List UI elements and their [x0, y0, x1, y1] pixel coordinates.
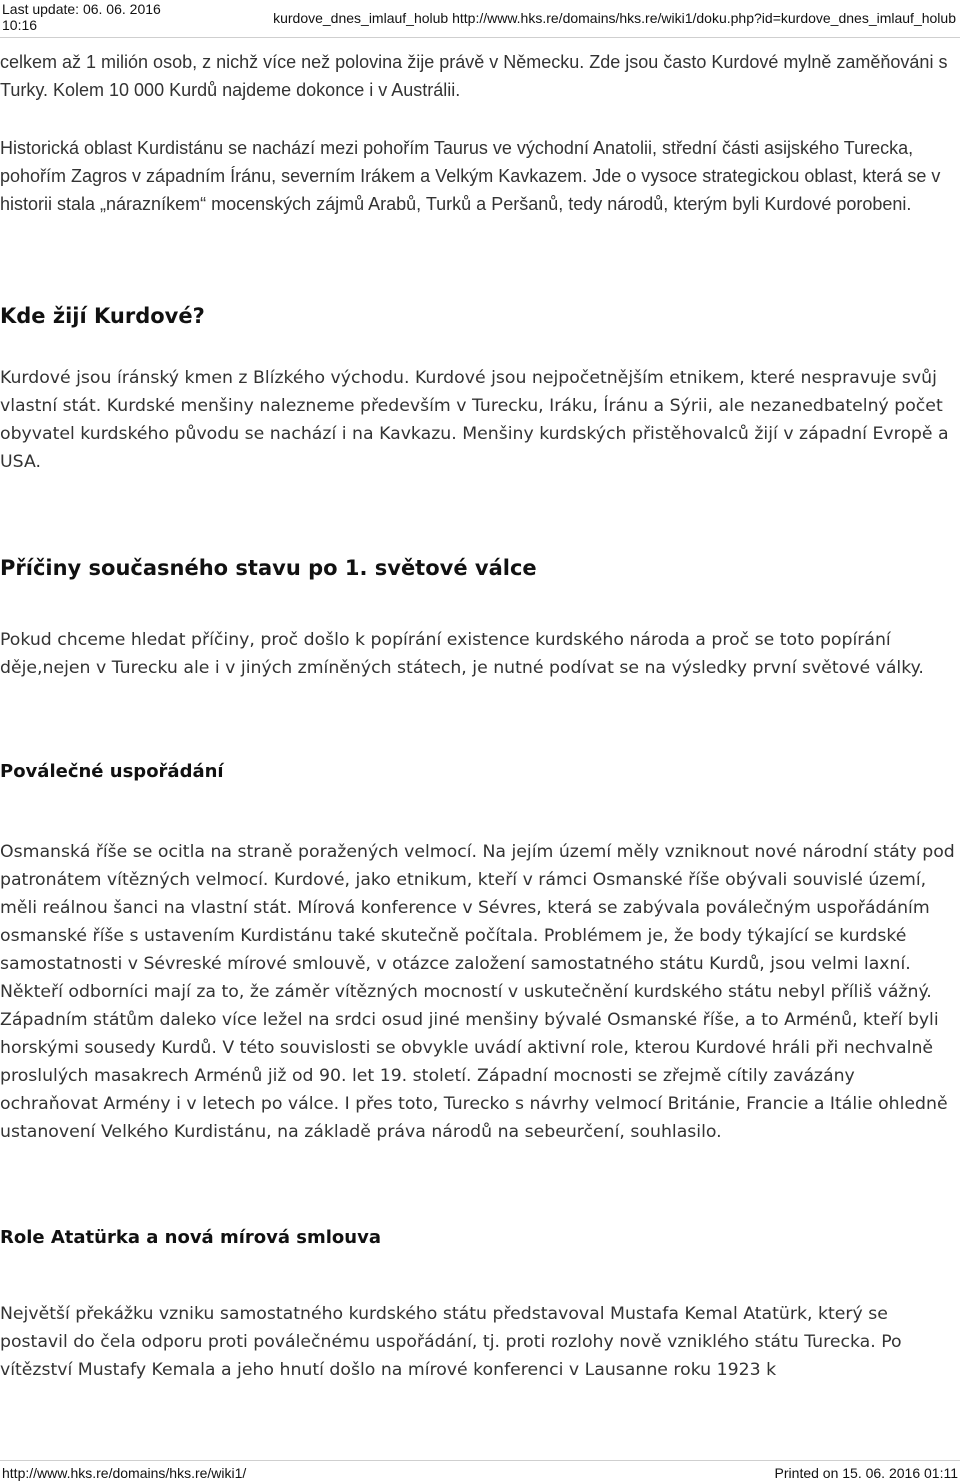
intro-paragraph-1: celkem až 1 milión osob, z nichž více než polovina žije právě v Německu. Zde jsou často Kurdové mylně zaměňováni s Turky. Kolem 10 000 Kurdů najdeme dokonce i v Austrálii.	[0, 52, 948, 100]
heading-role-ataturka: Role Atatürka a nová mírová smlouva	[0, 1227, 381, 1248]
page-footer	[0, 1460, 960, 1483]
page-header	[0, 0, 960, 38]
heading-povalecne-usporadani: Poválečné uspořádání	[0, 761, 224, 782]
last-update-label: Last update: 06. 06. 2016 10:16	[2, 1, 161, 33]
intro-paragraph-2: Historická oblast Kurdistánu se nachází mezi pohořím Taurus ve východní Anatolii, střední části asijského Turecka, pohořím Zagros v západním Íránu, severním Irákem a Velkým Kavkazem. Jde o vysoce strategickou oblast, která se v historii stala „nárazníkem“ mocenských zájmů Arabů, Turků a Peršanů, tedy národů, kterým byli Kurdové porobeni.	[0, 138, 941, 214]
header-divider	[0, 37, 960, 38]
printed-on-label: Printed on 15. 06. 2016 01:11	[774, 1465, 958, 1481]
page-id-url[interactable]: kurdove_dnes_imlauf_holub http://www.hks.re/domains/hks.re/wiki1/doku.php?id=kurdove_dnes_imlauf_holub	[273, 10, 956, 26]
paragraph-povalecne: Osmanská říše se ocitla na straně poražených velmocí. Na jejím území měly vzniknout nové národní státy pod patronátem vítězných velmocí. Kurdové, jako etnikum, kteří v rámci Osmanské říše obývali souvislé území, měli reálnou šanci na vlastní stát. Mírová konference v Sévres, která se zabývala poválečným uspořádáním osmanské říše s ustavením Kurdistánu také skutečně počítala. Problémem je, že body týkající se kurdské samostatnosti v Sévreské mírové smlouvě, v otázce založení samostatného státu Kurdů, jsou velmi laxní. Někteří odborníci mají za to, že záměr vítězných mocností v uskutečnění kurdského státu nebyl příliš vážný. Západním státům daleko více ležel na srdci osud jiné menšiny bývalé Osmanské říše, a to Arménů, kteří byli horskými sousedy Kurdů. V této souvislosti se obvykle uvádí aktivní role, kterou Kurdové hráli při nechvalně proslulých masakrech Arménů již od 90. let 19. století. Západní mocnosti se zřejmě cítily zavázány ochraňovat Armény i v letech po válce. I přes toto, Turecko s návrhy velmocí Británie, Francie a Itálie ohledně ustanovení Velkého Kurdistánu, na základě práva národů na sebeurčení, souhlasilo.	[0, 842, 955, 1142]
heading-priciny: Příčiny současného stavu po 1. světové válce	[0, 556, 537, 580]
footer-divider	[0, 1460, 960, 1461]
paragraph-kde-ziji: Kurdové jsou íránský kmen z Blízkého východu. Kurdové jsou nejpočetnějším etnikem, které nespravuje svůj vlastní stát. Kurdské menšiny nalezneme především v Turecku, Iráku, Íránu a Sýrii, ale nezanedbatelný počet obyvatel kurdského původu se nachází i na Kavkazu. Menšiny kurdských přistěhovalců žijí v západní Evropě a USA.	[0, 368, 949, 472]
article-content	[0, 44, 958, 1384]
heading-kde-ziji-kurdove: Kde žijí Kurdové?	[0, 304, 205, 328]
footer-url[interactable]: http://www.hks.re/domains/hks.re/wiki1/	[2, 1465, 247, 1481]
paragraph-role-ataturka: Největší překážku vzniku samostatného kurdského státu představoval Mustafa Kemal Atatürk, který se postavil do čela odporu proti poválečnému uspořádání, tj. proti rozlohy nově vzniklého státu Turecka. Po vítězství Mustafy Kemala a jeho hnutí došlo na mírové konferenci v Lausanne roku 1923 k	[0, 1304, 902, 1380]
paragraph-priciny: Pokud chceme hledat příčiny, proč došlo k popírání existence kurdského národa a proč se toto popírání děje,nejen v Turecku ale i v jiných zmíněných státech, je nutné podívat se na výsledky první světové války.	[0, 630, 924, 678]
